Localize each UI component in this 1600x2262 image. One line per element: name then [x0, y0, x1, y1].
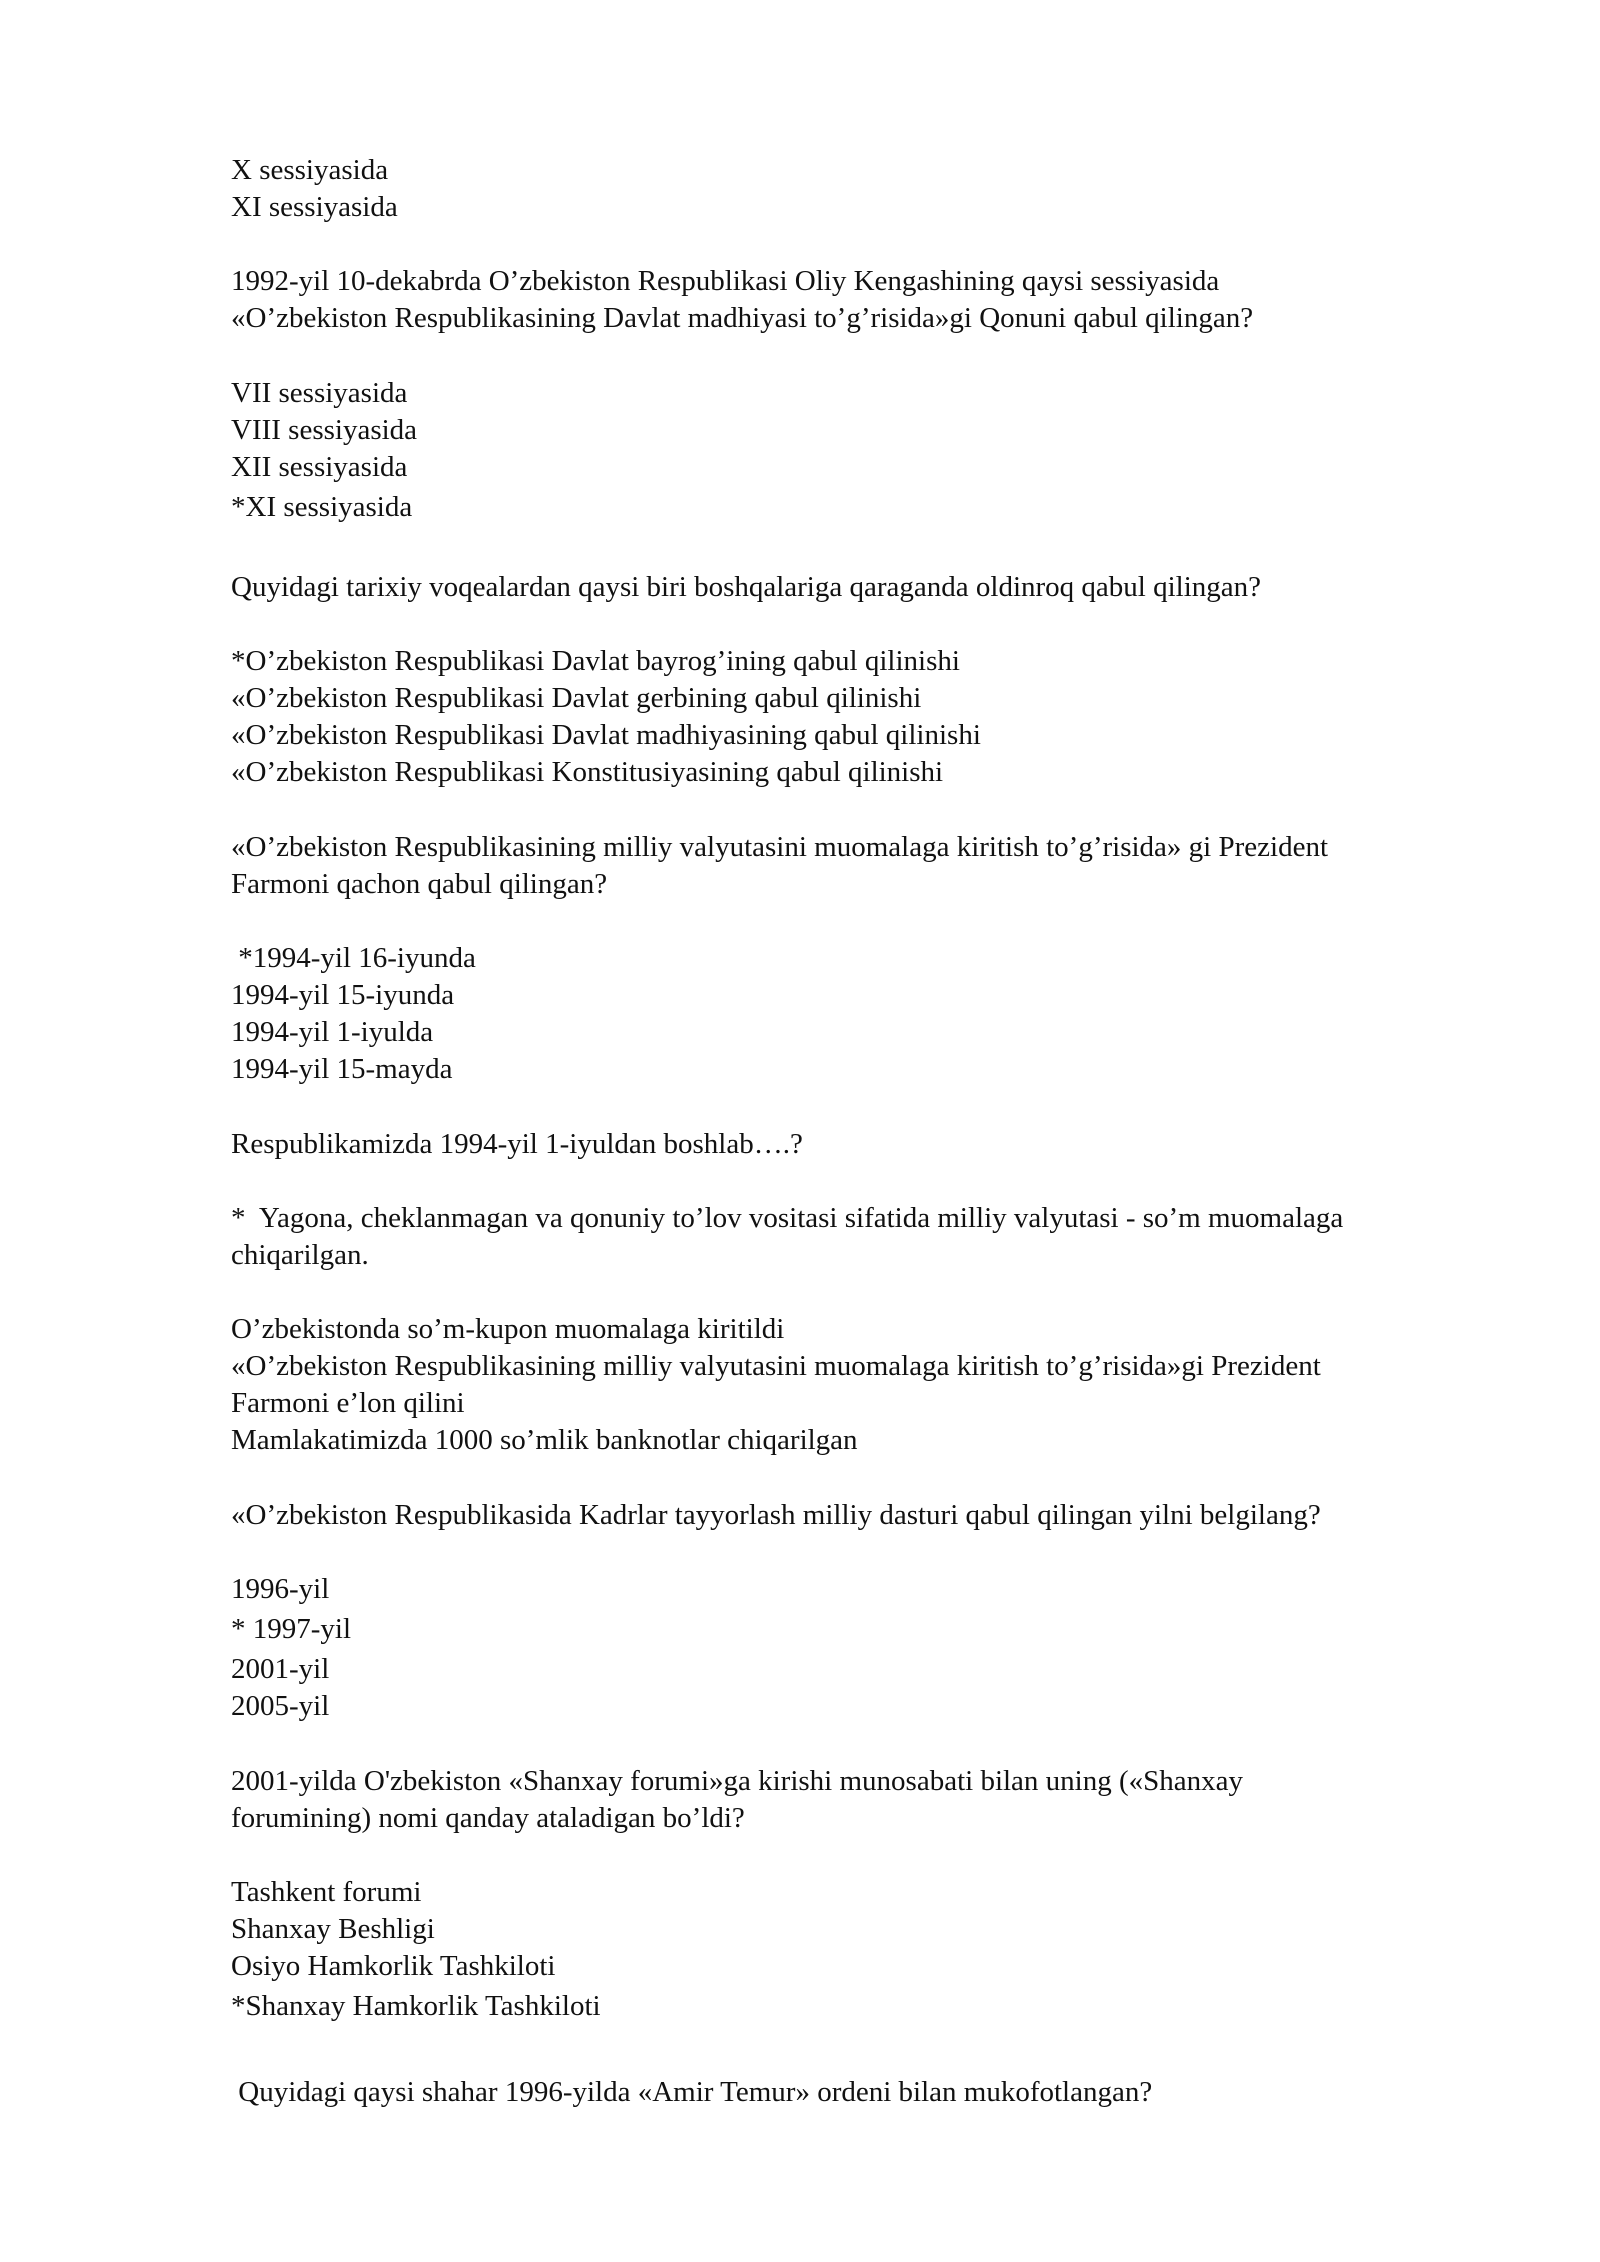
answer-option: 1996-yil: [231, 1573, 330, 1605]
answer-option: Mamlakatimizda 1000 so’mlik banknotlar chiqarilgan: [231, 1424, 858, 1456]
text-line: XI sessiyasida: [231, 191, 398, 223]
answer-option: 1994-yil 15-mayda: [231, 1053, 453, 1085]
question-text: «O’zbekiston Respublikasining Davlat madhiyasi to’g’risida»gi Qonuni qabul qilingan?: [231, 302, 1254, 334]
answer-option: Farmoni e’lon qilini: [231, 1387, 465, 1419]
question-text: Farmoni qachon qabul qilingan?: [231, 868, 608, 900]
answer-option: XII sessiyasida: [231, 451, 408, 483]
answer-option: 1994-yil 1-iyulda: [231, 1016, 434, 1048]
correct-answer-option: *XI sessiyasida: [231, 491, 413, 523]
answer-option: «O’zbekiston Respublikasi Davlat madhiyasining qabul qilinishi: [231, 719, 981, 751]
answer-option: VIII sessiyasida: [231, 414, 418, 446]
question-text: Respublikamizda 1994-yil 1-iyuldan boshlab….?: [231, 1128, 803, 1160]
question-text: Quyidagi tarixiy voqealardan qaysi biri boshqalariga qaraganda oldinroq qabul qilingan?: [231, 571, 1261, 603]
correct-answer-option: chiqarilgan.: [231, 1239, 369, 1271]
answer-option: Shanxay Beshligi: [231, 1913, 435, 1945]
answer-option: Tashkent forumi: [231, 1876, 422, 1908]
question-text: «O’zbekiston Respublikasining milliy valyutasini muomalaga kiritish to’g’risida» gi Prezident: [231, 831, 1329, 863]
question-text: 2001-yilda O'zbekiston «Shanxay forumi»ga kirishi munosabati bilan uning («Shanxay: [231, 1765, 1244, 1797]
correct-answer-option: *O’zbekiston Respublikasi Davlat bayrog’ining qabul qilinishi: [231, 645, 960, 677]
correct-answer-option: * 1997-yil: [231, 1613, 352, 1645]
answer-option: O’zbekistonda so’m-kupon muomalaga kiritildi: [231, 1313, 785, 1345]
answer-option: «O’zbekiston Respublikasining milliy valyutasini muomalaga kiritish to’g’risida»gi Prezident: [231, 1350, 1321, 1382]
question-text: forumining) nomi qanday ataladigan bo’ldi?: [231, 1802, 745, 1834]
answer-option: VII sessiyasida: [231, 377, 408, 409]
answer-option: Osiyo Hamkorlik Tashkiloti: [231, 1950, 556, 1982]
answer-option: 1994-yil 15-iyunda: [231, 979, 455, 1011]
correct-answer-option: *1994-yil 16-iyunda: [231, 942, 476, 974]
correct-answer-option: *Shanxay Hamkorlik Tashkiloti: [231, 1990, 601, 2022]
text-line: X sessiyasida: [231, 154, 389, 186]
answer-option: 2005-yil: [231, 1690, 330, 1722]
answer-option: «O’zbekiston Respublikasi Davlat gerbining qabul qilinishi: [231, 682, 922, 714]
correct-answer-option: * Yagona, cheklanmagan va qonuniy to’lov vositasi sifatida milliy valyutasi - so’m muomalaga: [231, 1202, 1344, 1234]
answer-option: «O’zbekiston Respublikasi Konstitusiyasining qabul qilinishi: [231, 756, 944, 788]
answer-option: 2001-yil: [231, 1653, 330, 1685]
question-text: Quyidagi qaysi shahar 1996-yilda «Amir Temur» ordeni bilan mukofotlangan?: [231, 2076, 1153, 2108]
question-text: «O’zbekiston Respublikasida Kadrlar tayyorlash milliy dasturi qabul qilingan yilni belgilang?: [231, 1499, 1321, 1531]
question-text: 1992-yil 10-dekabrda O’zbekiston Respublikasi Oliy Kengashining qaysi sessiyasida: [231, 265, 1220, 297]
